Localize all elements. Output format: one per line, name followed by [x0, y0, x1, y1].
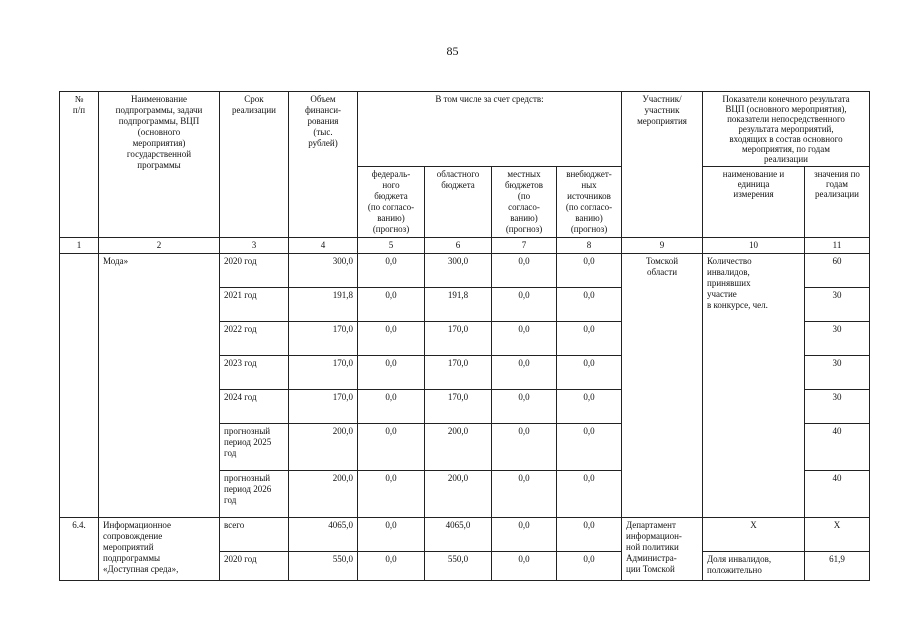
value-cell: 30 [805, 356, 870, 390]
regional-cell: 4065,0 [425, 518, 492, 552]
value-cell: 30 [805, 288, 870, 322]
term-cell: 2021 год [220, 288, 289, 322]
indicator-cell: Количество инвалидов, принявших участие в конкурсе, чел. [703, 254, 805, 518]
local-cell: 0,0 [492, 254, 557, 288]
value-cell: 30 [805, 390, 870, 424]
offbudget-cell: 0,0 [557, 390, 622, 424]
header-participant: Участник/ участник мероприятия [622, 92, 703, 238]
page-number: 85 [446, 44, 459, 58]
header-incl: В том числе за счет средств: [358, 92, 622, 167]
volume-cell: 550,0 [289, 552, 358, 581]
term-cell: прогнозный период 2025 год [220, 424, 289, 471]
offbudget-cell: 0,0 [557, 518, 622, 552]
federal-cell: 0,0 [358, 254, 425, 288]
col-number: 11 [805, 238, 870, 254]
term-cell: 2024 год [220, 390, 289, 424]
term-cell: 2020 год [220, 552, 289, 581]
col-number: 10 [703, 238, 805, 254]
column-numbers-row [60, 238, 870, 254]
regional-cell: 170,0 [425, 356, 492, 390]
federal-cell: 0,0 [358, 424, 425, 471]
table-row [60, 254, 870, 288]
local-cell: 0,0 [492, 390, 557, 424]
indicator-cell: Х [703, 518, 805, 552]
row-name-cell: Мода» [99, 254, 220, 518]
header-volume: Объем финанси- рования (тыс. рублей) [289, 92, 358, 238]
col-number: 5 [358, 238, 425, 254]
volume-cell: 200,0 [289, 424, 358, 471]
col-number: 1 [60, 238, 99, 254]
header-local: местных бюджетов (по согласо- ванию) (прогноз) [492, 167, 557, 238]
local-cell: 0,0 [492, 356, 557, 390]
local-cell: 0,0 [492, 552, 557, 581]
value-cell: 30 [805, 322, 870, 356]
volume-cell: 4065,0 [289, 518, 358, 552]
local-cell: 0,0 [492, 424, 557, 471]
offbudget-cell: 0,0 [557, 552, 622, 581]
federal-cell: 0,0 [358, 552, 425, 581]
term-cell: 2022 год [220, 322, 289, 356]
offbudget-cell: 0,0 [557, 471, 622, 518]
value-cell: 40 [805, 424, 870, 471]
header-ind-value: значения по годам реализации [805, 167, 870, 238]
offbudget-cell: 0,0 [557, 356, 622, 390]
offbudget-cell: 0,0 [557, 322, 622, 356]
header-ind-name: наименование и единица измерения [703, 167, 805, 238]
offbudget-cell: 0,0 [557, 288, 622, 322]
volume-cell: 170,0 [289, 390, 358, 424]
term-cell: 2020 год [220, 254, 289, 288]
volume-cell: 191,8 [289, 288, 358, 322]
offbudget-cell: 0,0 [557, 254, 622, 288]
federal-cell: 0,0 [358, 471, 425, 518]
indicator-cell: Доля инвалидов, положительно [703, 552, 805, 581]
federal-cell: 0,0 [358, 518, 425, 552]
header-regional: областного бюджета [425, 167, 492, 238]
term-cell: прогнозный период 2026 год [220, 471, 289, 518]
volume-cell: 300,0 [289, 254, 358, 288]
regional-cell: 191,8 [425, 288, 492, 322]
col-number: 9 [622, 238, 703, 254]
col-number: 8 [557, 238, 622, 254]
regional-cell: 170,0 [425, 390, 492, 424]
federal-cell: 0,0 [358, 322, 425, 356]
participant-cell: Департамент информацион- ной политики Администра- ции Томской [622, 518, 703, 581]
row-num-cell: 6.4. [60, 518, 99, 581]
col-number: 2 [99, 238, 220, 254]
col-number: 6 [425, 238, 492, 254]
value-cell: 61,9 [805, 552, 870, 581]
offbudget-cell: 0,0 [557, 424, 622, 471]
value-cell: 60 [805, 254, 870, 288]
regional-cell: 200,0 [425, 424, 492, 471]
federal-cell: 0,0 [358, 390, 425, 424]
local-cell: 0,0 [492, 322, 557, 356]
term-cell: 2023 год [220, 356, 289, 390]
row-num-cell [60, 254, 99, 518]
col-number: 4 [289, 238, 358, 254]
regional-cell: 300,0 [425, 254, 492, 288]
term-cell: всего [220, 518, 289, 552]
table-row [60, 518, 870, 552]
header-name: Наименование подпрограммы, задачи подпрограммы, ВЦП (основного мероприятия) государственной программы [99, 92, 220, 238]
volume-cell: 170,0 [289, 322, 358, 356]
header-term: Срок реализации [220, 92, 289, 238]
regional-cell: 550,0 [425, 552, 492, 581]
participant-cell: Томской области [622, 254, 703, 518]
header-offbudget: внебюджет- ных источников (по согласо- ванию) (прогноз) [557, 167, 622, 238]
local-cell: 0,0 [492, 471, 557, 518]
program-table [59, 91, 870, 581]
regional-cell: 170,0 [425, 322, 492, 356]
header-num: № п/п [60, 92, 99, 238]
col-number: 7 [492, 238, 557, 254]
value-cell: Х [805, 518, 870, 552]
federal-cell: 0,0 [358, 356, 425, 390]
regional-cell: 200,0 [425, 471, 492, 518]
row-name-cell: Информационное сопровождение мероприятий подпрограммы «Доступная среда», [99, 518, 220, 581]
volume-cell: 170,0 [289, 356, 358, 390]
volume-cell: 200,0 [289, 471, 358, 518]
federal-cell: 0,0 [358, 288, 425, 322]
header-federal: федераль- ного бюджета (по согласо- ванию) (прогноз) [358, 167, 425, 238]
col-number: 3 [220, 238, 289, 254]
header-indicators: Показатели конечного результата ВЦП (основного мероприятия), показатели непосредственного результата мероприятий, входящих в состав основного мероприятия, по годам реализации [703, 92, 870, 167]
local-cell: 0,0 [492, 288, 557, 322]
local-cell: 0,0 [492, 518, 557, 552]
value-cell: 40 [805, 471, 870, 518]
